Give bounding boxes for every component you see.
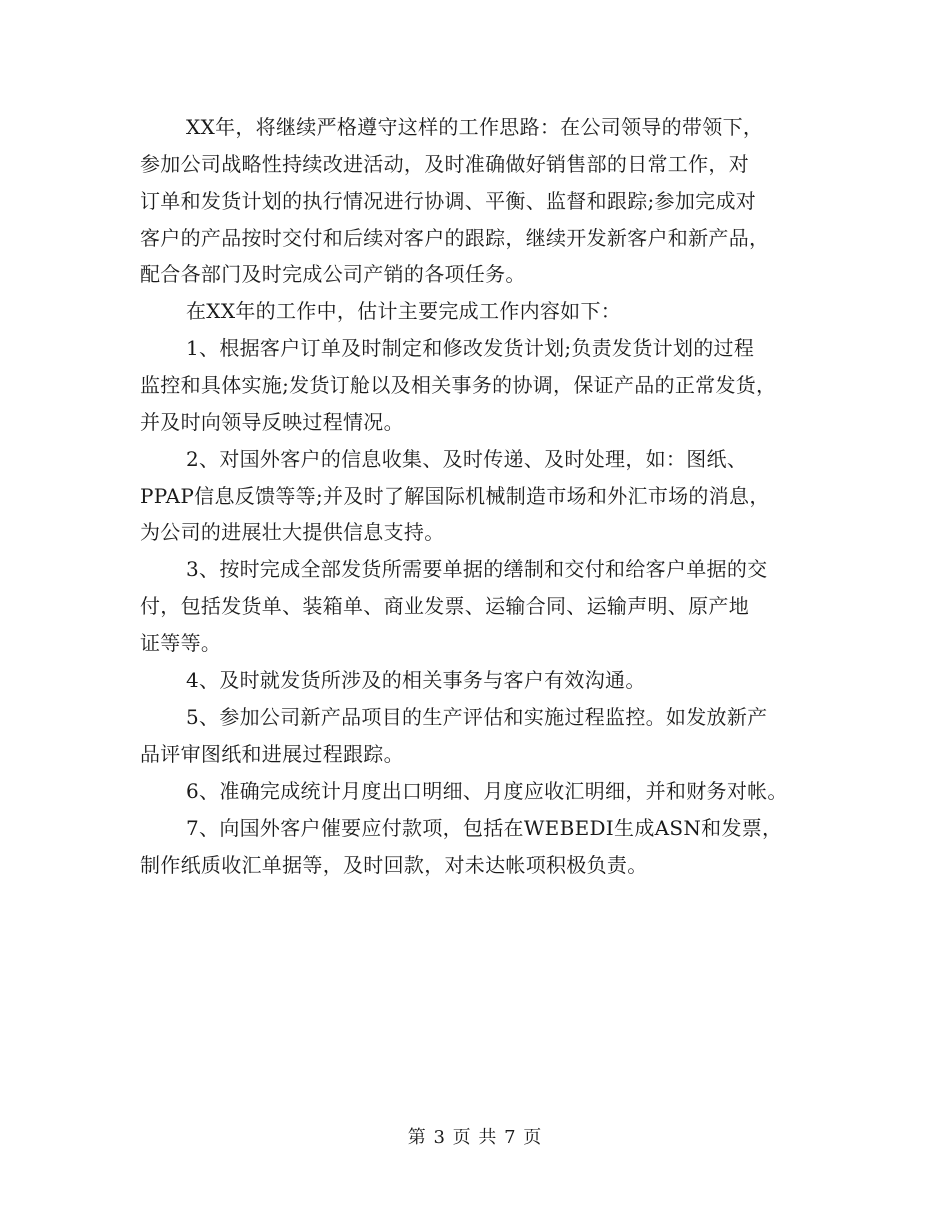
item-3-line-3: 证等等。 <box>140 631 222 655</box>
paragraph-1-line-1: XX年，将继续严格遵守这样的工作思路：在公司领导的带领下， <box>186 115 764 139</box>
item-2-line-1: 2、对国外客户的信息收集、及时传递、及时处理，如：图纸、 <box>186 447 748 471</box>
paragraph-1-line-3: 订单和发货计划的执行情况进行协调、平衡、监督和跟踪;参加完成对 <box>140 189 757 213</box>
item-4-line-1: 4、及时就发货所涉及的相关事务与客户有效沟通。 <box>186 668 646 692</box>
item-7-line-1: 7、向国外客户催要应付款项，包括在WEBEDI生成ASN和发票， <box>186 816 783 840</box>
paragraph-1-line-4: 客户的产品按时交付和后续对客户的跟踪，继续开发新客户和新产品， <box>140 226 770 250</box>
item-1-line-1: 1、根据客户订单及时制定和修改发货计划;负责发货计划的过程 <box>186 336 755 360</box>
item-1-line-2: 监控和具体实施;发货订舱以及相关事务的协调，保证产品的正常发货， <box>140 373 777 397</box>
item-5-line-1: 5、参加公司新产品项目的生产评估和实施过程监控。如发放新产 <box>186 705 768 729</box>
item-3-line-1: 3、按时完成全部发货所需要单据的缮制和交付和给客户单据的交 <box>186 557 768 581</box>
paragraph-1-line-5: 配合各部门及时完成公司产销的各项任务。 <box>140 262 526 286</box>
item-7-line-2: 制作纸质收汇单据等，及时回款，对未达帐项积极负责。 <box>140 853 648 877</box>
item-5-line-2: 品评审图纸和进展过程跟踪。 <box>140 742 404 766</box>
item-2-line-2: PPAP信息反馈等等;并及时了解国际机械制造市场和外汇市场的消息， <box>140 484 770 508</box>
item-3-line-2: 付，包括发货单、装箱单、商业发票、运输合同、运输声明、原产地 <box>140 594 749 618</box>
item-2-line-3: 为公司的进展壮大提供信息支持。 <box>140 520 445 544</box>
page-number-footer: 第 3 页 共 7 页 <box>407 1127 543 1148</box>
item-1-line-3: 并及时向领导反映过程情况。 <box>140 410 404 434</box>
paragraph-2-line-1: 在XX年的工作中，估计主要完成工作内容如下： <box>186 299 622 323</box>
paragraph-1-line-2: 参加公司战略性持续改进活动，及时准确做好销售部的日常工作，对 <box>140 152 749 176</box>
item-6-line-1: 6、准确完成统计月度出口明细、月度应收汇明细，并和财务对帐。 <box>186 779 788 803</box>
